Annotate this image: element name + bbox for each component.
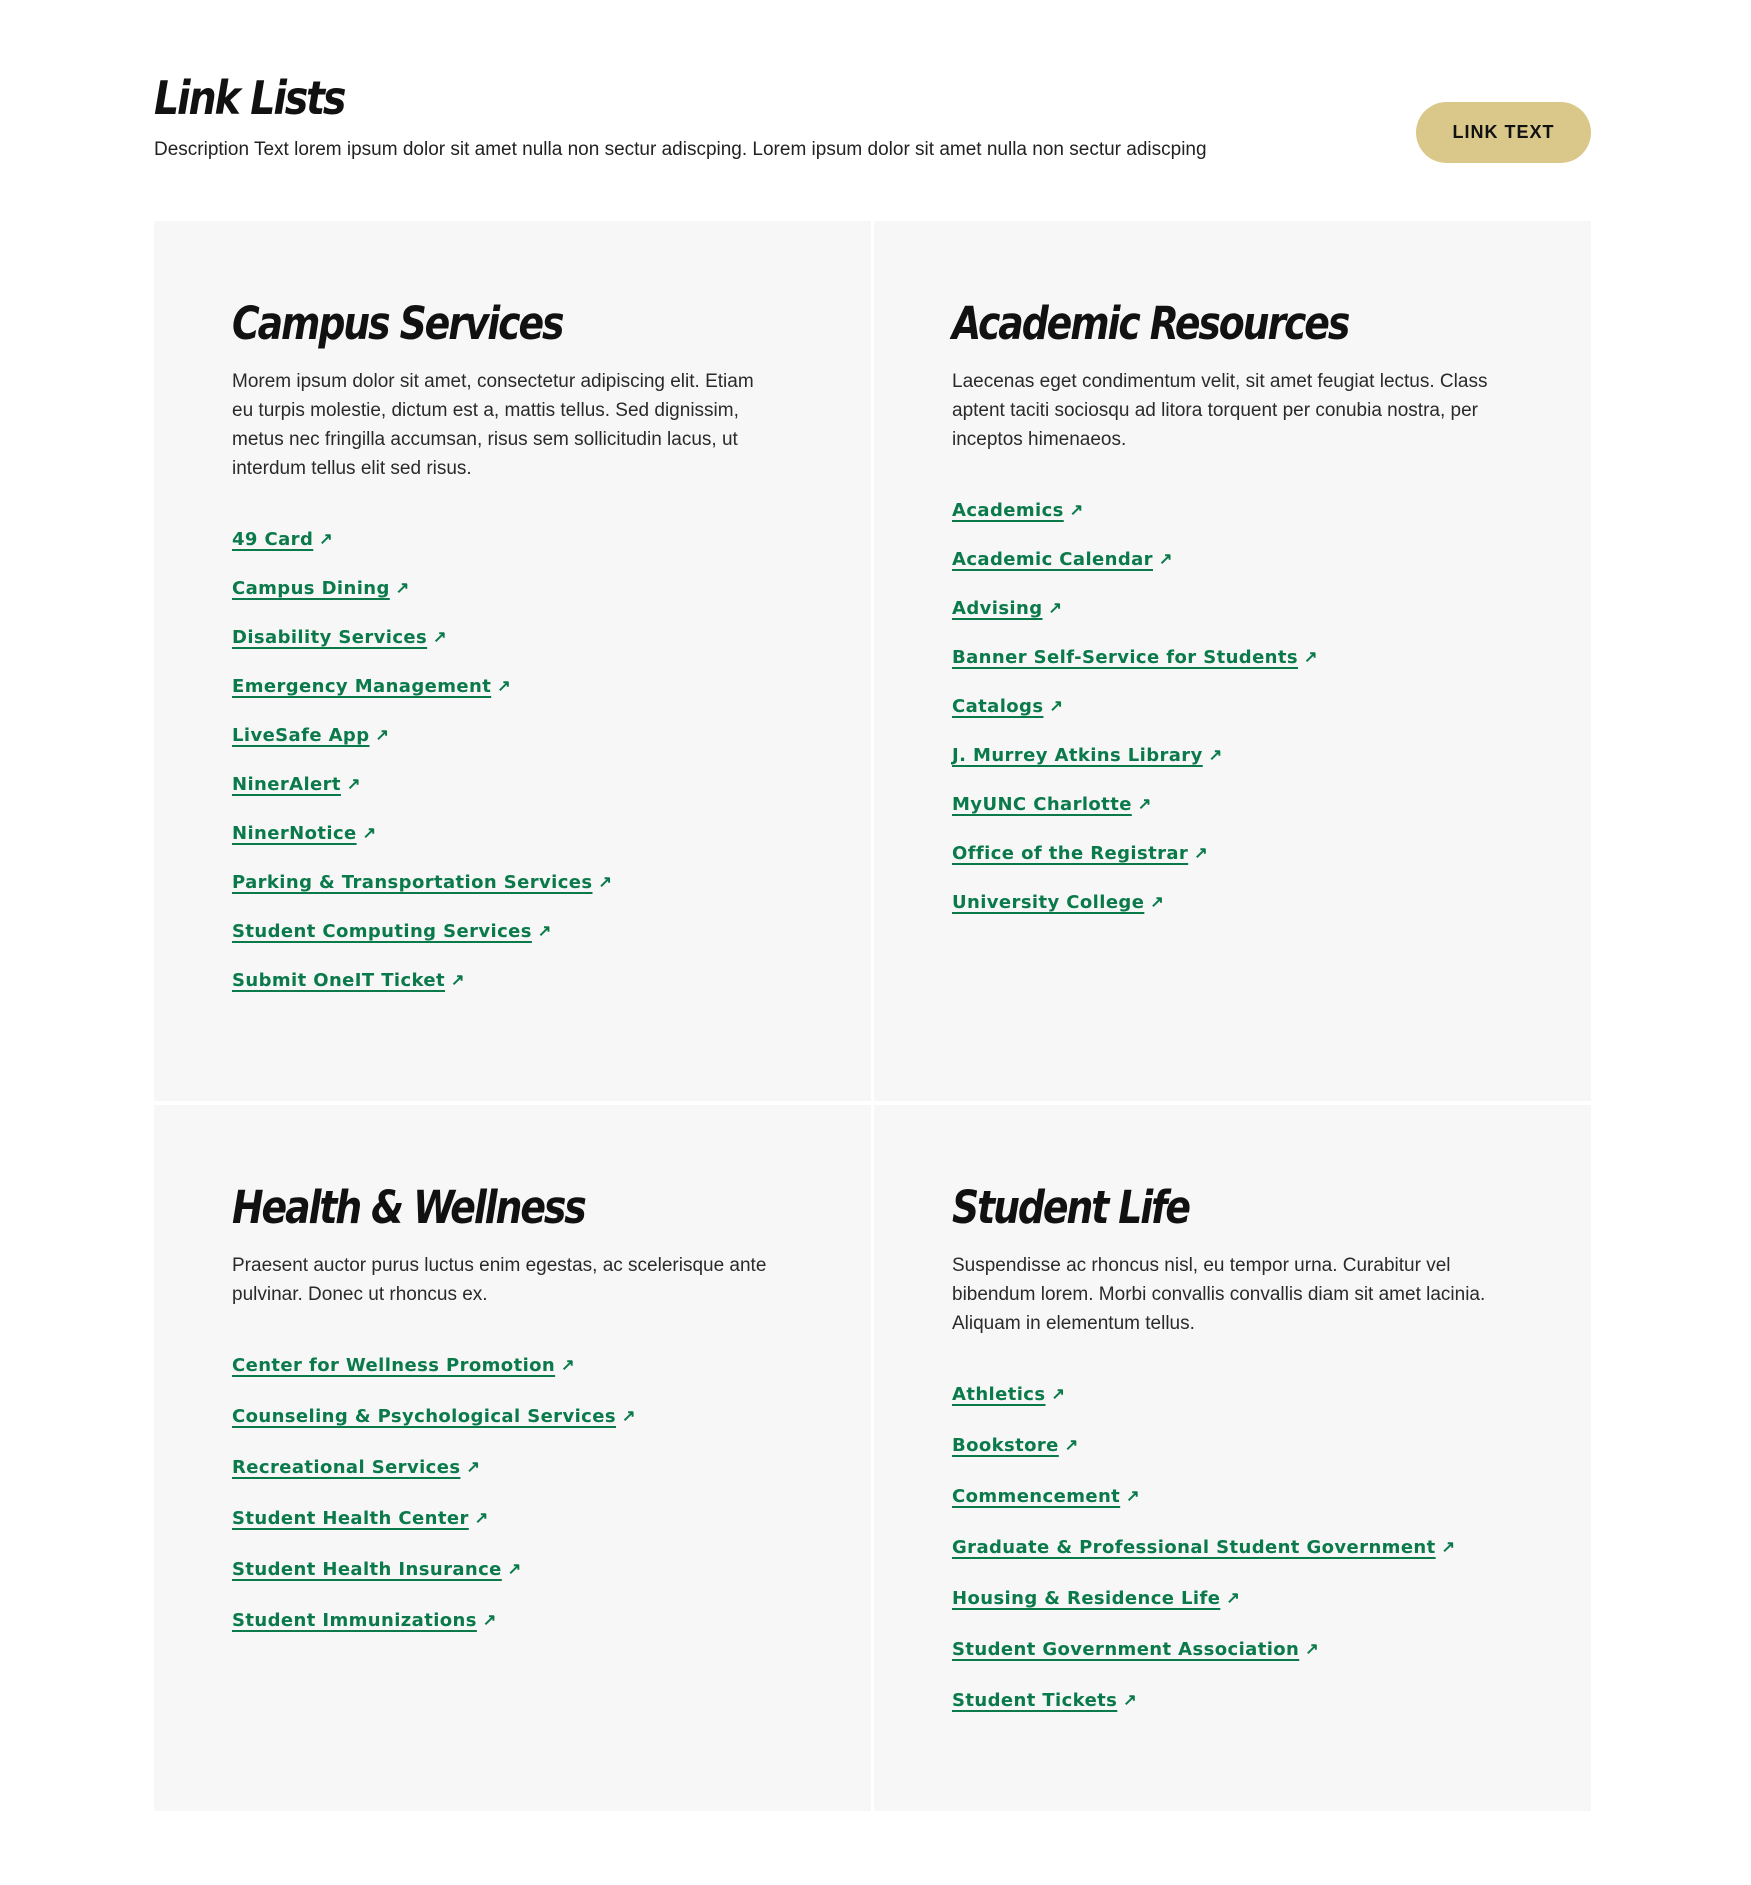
list-item <box>232 1610 793 1661</box>
list-item <box>952 1588 1513 1639</box>
card-title: Academic Resources <box>952 297 1349 350</box>
list-item <box>232 823 793 872</box>
link-item[interactable]: Student Immunizations <box>232 1610 477 1631</box>
link-item[interactable]: Academics <box>952 500 1064 521</box>
arrow-up-right-icon: ↗ <box>395 580 410 597</box>
arrow-up-right-icon: ↗ <box>1069 502 1084 519</box>
arrow-up-right-icon: ↗ <box>1305 1641 1319 1658</box>
card-student-life <box>874 1105 1591 1811</box>
arrow-up-right-icon: ↗ <box>1158 551 1173 568</box>
arrow-up-right-icon: ↗ <box>1208 747 1223 764</box>
list-item <box>232 1355 793 1406</box>
link-item[interactable]: MyUNC Charlotte <box>952 794 1132 815</box>
link-item[interactable]: Catalogs <box>952 696 1044 717</box>
arrow-up-right-icon: ↗ <box>1226 1590 1240 1607</box>
list-item <box>232 1559 793 1610</box>
arrow-up-right-icon: ↗ <box>346 776 361 793</box>
link-item[interactable]: Bookstore <box>952 1435 1059 1456</box>
arrow-up-right-icon: ↗ <box>451 972 465 989</box>
list-item <box>232 774 793 823</box>
link-item[interactable]: Emergency Management <box>232 676 492 697</box>
list-item <box>232 970 793 1019</box>
link-item[interactable]: Athletics <box>952 1384 1046 1405</box>
arrow-up-right-icon: ↗ <box>375 727 389 744</box>
list-item <box>232 1406 793 1457</box>
link-item[interactable]: Graduate & Professional Student Government <box>952 1537 1436 1558</box>
link-item[interactable]: Disability Services <box>232 627 428 648</box>
card-title: Health & Wellness <box>232 1181 585 1234</box>
list-item <box>232 578 793 627</box>
link-item[interactable]: Banner Self-Service for Students <box>952 647 1299 668</box>
list-item <box>232 921 793 970</box>
list-item <box>952 1690 1513 1741</box>
list-item <box>232 1508 793 1559</box>
link-item[interactable]: NinerNotice <box>232 823 357 844</box>
link-list-grid <box>154 221 1591 1811</box>
list-item <box>952 696 1513 745</box>
page-header <box>154 70 1591 180</box>
link-item[interactable]: Office of the Registrar <box>952 843 1189 864</box>
link-item[interactable]: Center for Wellness Promotion <box>232 1355 556 1376</box>
link-item[interactable]: Counseling & Psychological Services <box>232 1406 616 1427</box>
card-description: Laecenas eget condimentum velit, sit amet feugiat lectus. Class aptent taciti sociosqu ad litora torquent per conubia nostra, per inceptos himenaeos. <box>952 371 1488 450</box>
list-item <box>952 598 1513 647</box>
link-item[interactable]: Student Health Center <box>232 1508 469 1529</box>
list-item <box>232 627 793 676</box>
arrow-up-right-icon: ↗ <box>466 1459 480 1476</box>
list-item <box>952 647 1513 696</box>
link-item[interactable]: Advising <box>952 598 1043 619</box>
arrow-up-right-icon: ↗ <box>1049 698 1063 715</box>
list-item <box>952 843 1513 892</box>
list-item <box>952 1435 1513 1486</box>
arrow-up-right-icon: ↗ <box>1150 894 1164 911</box>
card-title: Student Life <box>952 1181 1189 1234</box>
arrow-up-right-icon: ↗ <box>1194 845 1208 862</box>
list-item <box>232 1457 793 1508</box>
link-list <box>952 1384 1513 1741</box>
card-title: Campus Services <box>232 297 563 350</box>
arrow-up-right-icon: ↗ <box>1064 1437 1079 1454</box>
list-item <box>232 529 793 578</box>
link-item[interactable]: Housing & Residence Life <box>952 1588 1221 1609</box>
list-item <box>952 892 1513 941</box>
arrow-up-right-icon: ↗ <box>362 825 377 842</box>
list-item <box>232 676 793 725</box>
list-item <box>952 549 1513 598</box>
link-item[interactable]: Parking & Transportation Services <box>232 872 593 893</box>
arrow-up-right-icon: ↗ <box>561 1357 575 1374</box>
list-item <box>952 1639 1513 1690</box>
link-item[interactable]: 49 Card <box>232 529 314 550</box>
card-health-wellness <box>154 1105 871 1811</box>
arrow-up-right-icon: ↗ <box>621 1408 636 1425</box>
link-item[interactable]: Submit OneIT Ticket <box>232 970 446 991</box>
link-item[interactable]: Student Health Insurance <box>232 1559 502 1580</box>
page-title: Link Lists <box>154 71 345 125</box>
link-text-button[interactable]: LINK TEXT <box>1416 102 1591 163</box>
arrow-up-right-icon: ↗ <box>1137 796 1152 813</box>
list-item <box>952 500 1513 549</box>
link-list <box>952 500 1513 941</box>
link-item[interactable]: Student Government Association <box>952 1639 1300 1660</box>
link-list <box>232 1355 793 1661</box>
link-item[interactable]: Student Computing Services <box>232 921 532 942</box>
card-description: Praesent auctor purus luctus enim egestas, ac scelerisque ante pulvinar. Donec ut rhoncus ex. <box>232 1255 767 1305</box>
link-item[interactable]: Recreational Services <box>232 1457 461 1478</box>
card-description: Suspendisse ac rhoncus nisl, eu tempor urna. Curabitur vel bibendum lorem. Morbi convallis convallis diam sit amet lacinia. Aliquam in elementum tellus. <box>952 1255 1486 1334</box>
list-item <box>232 725 793 774</box>
link-item[interactable]: University College <box>952 892 1145 913</box>
list-item <box>952 794 1513 843</box>
link-item[interactable]: NinerAlert <box>232 774 341 795</box>
list-item <box>232 872 793 921</box>
link-item[interactable]: Campus Dining <box>232 578 390 599</box>
link-item[interactable]: Commencement <box>952 1486 1121 1507</box>
arrow-up-right-icon: ↗ <box>1441 1539 1456 1556</box>
arrow-up-right-icon: ↗ <box>482 1612 497 1629</box>
link-item[interactable]: Student Tickets <box>952 1690 1118 1711</box>
card-campus-services <box>154 221 871 1101</box>
arrow-up-right-icon: ↗ <box>1048 600 1062 617</box>
arrow-up-right-icon: ↗ <box>598 874 612 891</box>
link-item[interactable]: LiveSafe App <box>232 725 370 746</box>
arrow-up-right-icon: ↗ <box>319 531 333 548</box>
arrow-up-right-icon: ↗ <box>1126 1488 1140 1505</box>
page-description: Description Text lorem ipsum dolor sit amet nulla non sectur adiscping. Lorem ipsum dolor sit amet nulla non sectur adiscping <box>154 139 1207 160</box>
link-item[interactable]: J. Murrey Atkins Library <box>952 745 1203 766</box>
list-item <box>952 1486 1513 1537</box>
arrow-up-right-icon: ↗ <box>474 1510 489 1527</box>
arrow-up-right-icon: ↗ <box>537 923 552 940</box>
list-item <box>952 745 1513 794</box>
arrow-up-right-icon: ↗ <box>1051 1386 1065 1403</box>
list-item <box>952 1384 1513 1435</box>
arrow-up-right-icon: ↗ <box>1304 649 1318 666</box>
arrow-up-right-icon: ↗ <box>507 1561 522 1578</box>
arrow-up-right-icon: ↗ <box>497 678 511 695</box>
link-item[interactable]: Academic Calendar <box>952 549 1153 570</box>
arrow-up-right-icon: ↗ <box>1123 1692 1137 1709</box>
card-academic-resources <box>874 221 1591 1101</box>
list-item <box>952 1537 1513 1588</box>
arrow-up-right-icon: ↗ <box>433 629 447 646</box>
card-description: Morem ipsum dolor sit amet, consectetur adipiscing elit. Etiam eu turpis molestie, dictum est a, mattis tellus. Sed dignissim, metus nec fringilla accumsan, risus sem sollicitudin lacus, ut interdum tellus elit sed risus. <box>232 371 754 479</box>
link-list <box>232 529 793 1019</box>
